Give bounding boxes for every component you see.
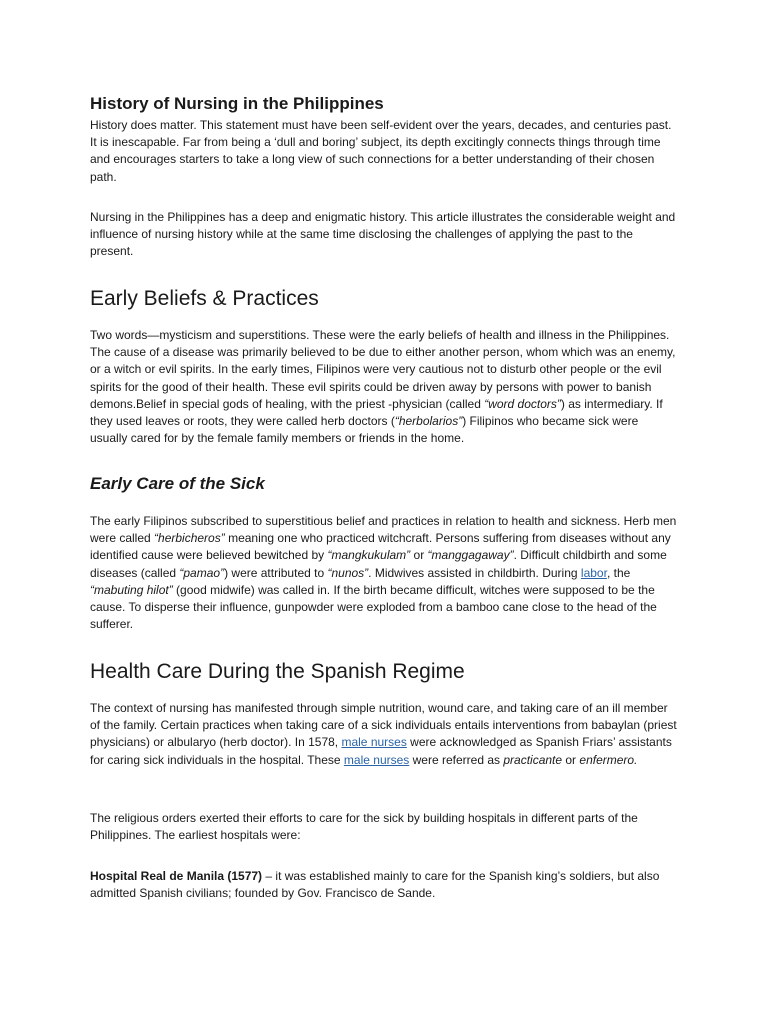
hospital-description: – it was established mainly to care for the Spanish king’s soldiers, but also admitted Spanish civilians; founded by Gov. Francisco de Sande. — [90, 869, 660, 901]
emphasis-herbicheros: “herbicheros” — [154, 531, 225, 546]
emphasis-word-doctors: “word doctors” — [484, 396, 561, 411]
section-heading-early-beliefs: Early Beliefs & Practices — [90, 287, 319, 310]
link-male-nurses[interactable]: male nurses — [341, 735, 407, 750]
emphasis-mangkukulam: “mangkukulam” — [327, 548, 411, 563]
hospital-name: Hospital Real de Manila (1577) — [90, 869, 263, 883]
hospital-entry — [90, 868, 678, 902]
text-run: were acknowledged as Spanish Friars’ assistants for caring sick individuals in the hospital. These — [90, 735, 672, 767]
link-labor[interactable]: labor — [580, 565, 607, 580]
page-title: History of Nursing in the Philippines — [90, 94, 384, 113]
early-beliefs-paragraph — [90, 327, 678, 447]
emphasis-nunos: “nunos” — [327, 565, 369, 580]
emphasis-mabuting-hilot: “mabuting hilot” — [90, 582, 173, 597]
text-run: ) as intermediary. If they used leaves or roots, they were called herb doctors ( — [90, 396, 663, 429]
text-run: ) were attributed to — [224, 565, 328, 580]
spanish-regime-paragraph-2: The religious orders exerted their efforts to care for the sick by building hospitals in different parts of the Philippines. The earliest hospitals were: — [90, 811, 638, 843]
text-run: Two words—mysticism and superstitions. These were the early beliefs of health and illness in the Philippines. The cause of a disease was primarily believed to be due to either another person, whom which was an enemy, or a witch or evil spirits. In the early times, Filipinos were very cautious not to disturb other people or the evil spirits for the good of their health. These evil spirits could be driven away by persons with power to banish demons.Belief in special gods of healing, with the priest -physician (called — [90, 328, 676, 411]
text-run: The early Filipinos subscribed to superstitious belief and practices in relation to health and sickness. Herb men were called — [90, 514, 677, 546]
emphasis-practicante: practicante — [503, 752, 563, 767]
emphasis-enfermero: enfermero. — [579, 752, 638, 767]
intro-paragraph-2: Nursing in the Philippines has a deep and enigmatic history. This article illustrates the considerable weight and influence of nursing history while at the same time disclosing the challenges of applying the past to the present. — [90, 210, 676, 259]
text-run: . Midwives assisted in childbirth. During — [368, 565, 581, 580]
emphasis-pamao: “pamao” — [179, 565, 225, 580]
text-run: (good midwife) was called in. If the birth became difficult, witches were supposed to be the cause. To disperse their influence, gunpowder were exploded from a bamboo cane close to the head of the sufferer. — [90, 582, 657, 632]
section-heading-spanish-regime: Health Care During the Spanish Regime — [90, 660, 465, 683]
text-run: ) Filipinos who became sick were usually cared for by the female family members or friends in the home. — [90, 414, 639, 446]
text-run: . Difficult childbirth and some diseases (called — [90, 548, 667, 580]
text-run: meaning one who practiced witchcraft. Persons suffering from diseases without any identified cause were believed bewitched by — [90, 531, 671, 563]
section-heading-early-care: Early Care of the Sick — [90, 474, 265, 493]
intro-paragraph-1: History does matter. This statement must have been self-evident over the years, decades, and centuries past. It is inescapable. Far from being a ‘dull and boring’ subject, its depth excitingly connects things through time and encourages starters to take a long view of such connections for a better understanding of their chosen path. — [90, 118, 672, 184]
emphasis-herbolarios: “herbolarios” — [394, 414, 463, 429]
early-care-paragraph — [90, 513, 678, 633]
text-run: or — [410, 548, 428, 563]
emphasis-manggagaway: “manggagaway” — [427, 548, 514, 563]
text-run: The context of nursing has manifested through simple nutrition, wound care, and taking care of an ill member of the family. Certain practices when taking care of a sick individuals entails interventions from babaylan (priest physicians) or albularyo (herb doctor). In 1578, — [90, 701, 677, 750]
text-run: , the — [606, 565, 631, 580]
spanish-regime-paragraph-1 — [90, 700, 678, 769]
link-male-nurses-2[interactable]: male nurses — [343, 752, 410, 767]
text-run: or — [562, 752, 580, 767]
text-run: were referred as — [409, 752, 504, 767]
